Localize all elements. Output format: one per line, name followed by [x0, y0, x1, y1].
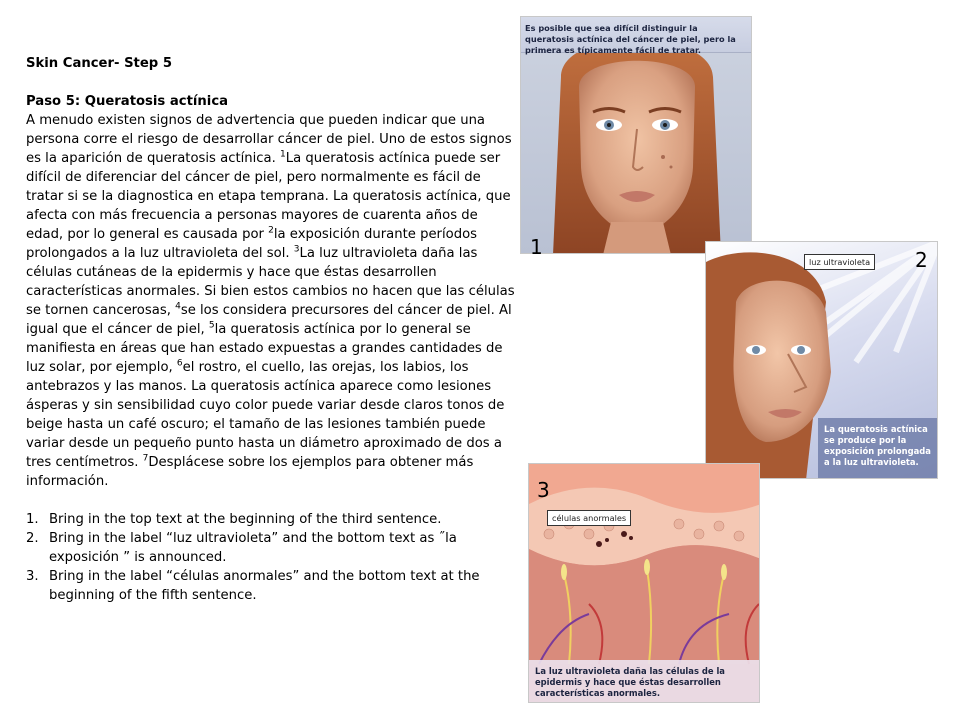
paragraph-segment: la queratosis actínica por lo general se manifiesta en áreas que han estado expuestas a grandes cantidades de luz solar, por ejemplo, [26, 322, 503, 375]
panel-3-bottom-text: La luz ultravioleta daña las células de la epidermis y hace que éstas desarrollen características anormales. [529, 660, 759, 702]
step-number: 2. [26, 531, 39, 546]
step-number: 3. [26, 569, 39, 584]
step-text: Bring in the label “células anormales” and the bottom text at the beginning of the fifth sentence. [49, 569, 480, 603]
paragraph-segment: la exposición durante períodos prolongados a la luz ultravioleta del sol. [26, 227, 478, 261]
footnote-marker: 6 [176, 358, 183, 369]
step-item [26, 567, 518, 605]
section-title: Paso 5: Queratosis actínica [26, 94, 229, 109]
document-text [26, 54, 518, 605]
doc-title: Skin Cancer- Step 5 [26, 56, 173, 71]
footnote-marker: 4 [175, 301, 181, 312]
illustration-panel-3[interactable] [528, 463, 760, 703]
panel-1-caption: Es posible que sea difícil distinguir la queratosis actínica del cáncer de piel, pero la primera es típicamente fácil de tratar. [521, 17, 751, 53]
footnote-marker: 5 [208, 320, 215, 331]
footnote-marker: 7 [142, 453, 149, 464]
label-celulas-anormales: células anormales [547, 510, 631, 526]
footnote-marker: 3 [293, 244, 300, 255]
step-text: Bring in the label “luz ultravioleta” and the bottom text as ˝la exposición ” is announced. [49, 531, 457, 565]
steps-list [26, 510, 518, 605]
illustration-panel-2[interactable] [705, 241, 938, 479]
panel-2-bottom-text: La queratosis actínica se produce por la exposición prolongada a la luz ultravioleta. [824, 424, 931, 467]
paragraph-segment: La luz ultravioleta daña las células cutáneas de la epidermis y hace que éstas desarrollen características anormales. Si bien estos cambios no hacen que las células se tornen cancerosas, [26, 246, 515, 318]
panel-3-number: 3 [537, 478, 550, 502]
illustration-panel-1[interactable] [520, 16, 752, 254]
paragraph-segment: el rostro, el cuello, las orejas, los labios, los antebrazos y las manos. La queratosis actínica aparece como lesiones ásperas y sin sensibilidad cuyo color puede variar desde claros tonos de beige hasta un café oscuro; el tamaño de las lesiones también puede variar desde un pequeño punto hasta un diámetro aproximado de dos a tres centímetros. [26, 360, 505, 470]
footnote-marker: 1 [280, 149, 286, 160]
body-paragraph [26, 111, 518, 491]
paragraph-segment: Desplácese sobre los ejemplos para obtener más información. [26, 455, 474, 489]
footnote-marker: 2 [268, 225, 274, 236]
paragraph-segment: se los considera precursores del cáncer de piel. Al igual que el cáncer de piel, [26, 303, 512, 337]
panel-1-number: 1 [530, 235, 543, 259]
step-text: Bring in the top text at the beginning of the third sentence. [49, 512, 442, 527]
paragraph-segment: La queratosis actínica puede ser difícil de diferenciar del cáncer de piel, pero normalmente es fácil de tratar si se la diagnostica en etapa temprana. La queratosis actínica, que afecta con más frecuencia a personas mayores de cuarenta años de edad, por lo general es causada por [26, 151, 511, 242]
step-item [26, 529, 518, 567]
label-luz-ultravioleta: luz ultravioleta [804, 254, 875, 270]
paragraph-segment: A menudo existen signos de advertencia que pueden indicar que una persona corre el riesgo de desarrollar cáncer de piel. Uno de estos signos es la aparición de queratosis actínica. [26, 113, 512, 166]
step-item [26, 510, 518, 529]
panel-2-number: 2 [915, 248, 928, 272]
step-number: 1. [26, 512, 39, 527]
